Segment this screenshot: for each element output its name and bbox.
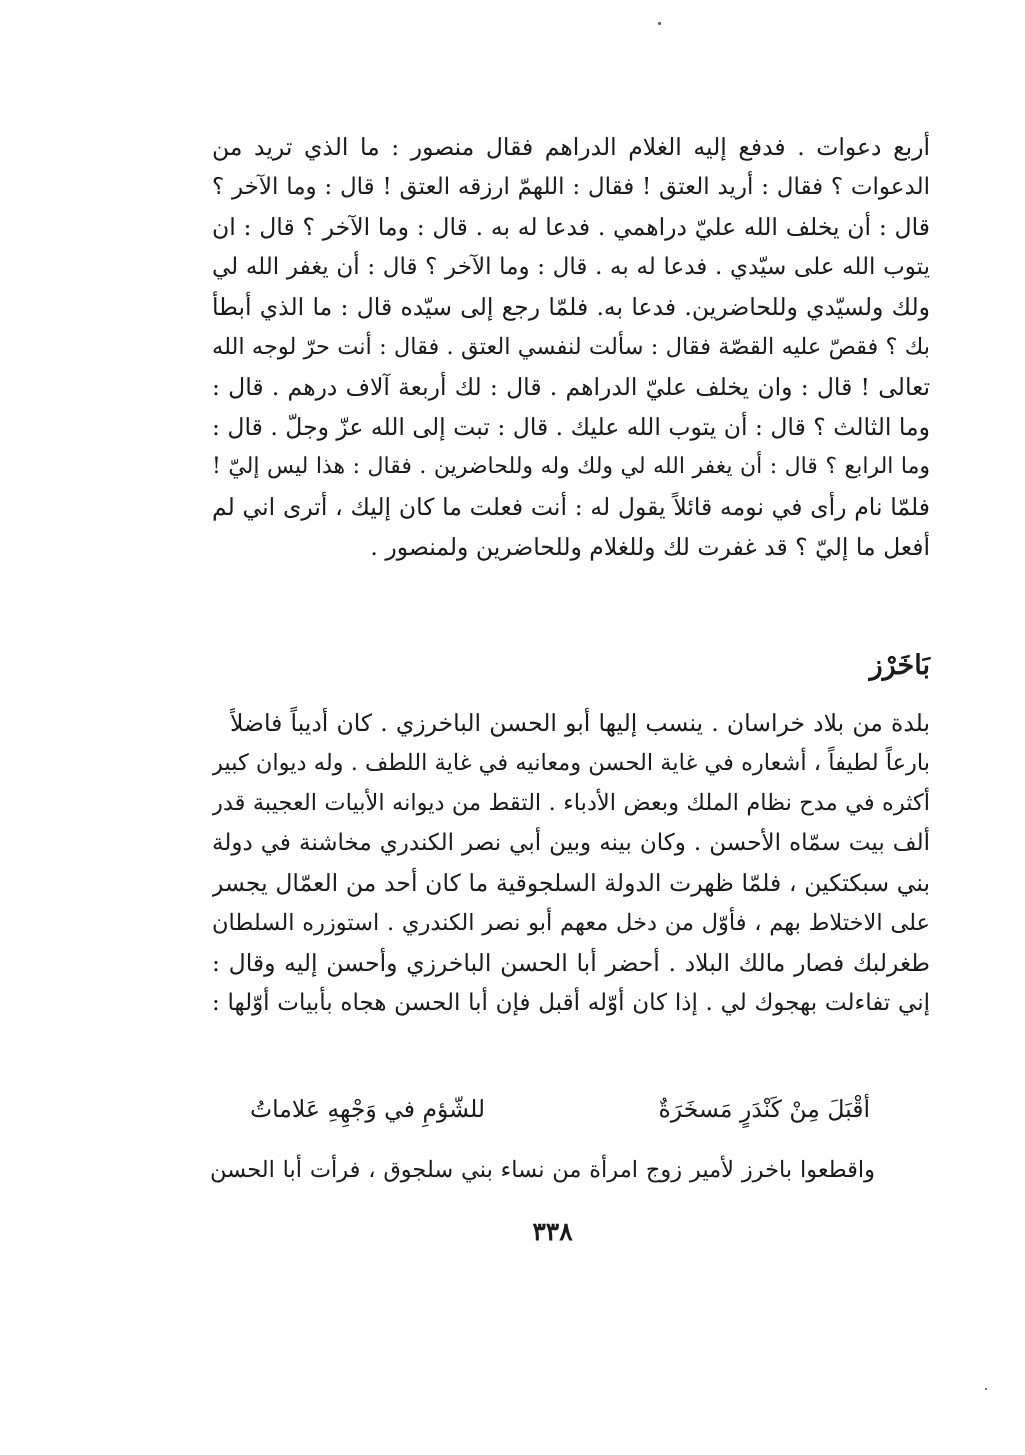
text-line: بلدة من بلاد خراسان . ينسب إليها أبو الحسن الباخرزي . كان أديباً فاضلاً <box>230 709 930 737</box>
text-line: على الاختلاط بهم ، فأوّل من دخل معهم أبو نصر الكندري . استوزره السلطان <box>212 910 930 936</box>
text-line: أفعل ما إليّ ؟ قد غفرت لك وللغلام وللحاضرين ولمنصور . <box>370 533 930 561</box>
text-line: طغرلبك فصار مالك البلاد . أحضر أبا الحسن الباخرزي وأحسن إليه وقال : <box>212 949 930 977</box>
verse-second-hemistich: للشّؤمِ في وَجْهِهِ عَلاماتُ <box>250 1095 486 1123</box>
text-line: الدعوات ؟ فقال : أريد العتق ! فقال : اللهمّ ارزقه العتق ! قال : وما الآخر ؟ <box>212 174 930 200</box>
verse-first-hemistich: أقْبَلَ مِنْ كَنْدَرٍ مَسخَرَةٌ <box>658 1095 870 1123</box>
text-line: أكثره في مدح نظام الملك وبعض الأدباء . التقط من ديوانه الأبيات العجيبة قدر <box>212 790 930 816</box>
text-line: بارعاً لطيفاً ، أشعاره في غاية الحسن ومعانيه في غاية اللطف . وله ديوان كبير <box>212 750 930 776</box>
text-line: بني سبكتكين ، فلمّا ظهرت الدولة السلجوقية ما كان أحد من العمّال يجسر <box>212 869 930 897</box>
page-number: ٣٣٨ <box>532 1217 573 1246</box>
text-line: أربع دعوات . فدفع إليه الغلام الدراهم فقال منصور : ما الذي تريد من <box>212 133 930 161</box>
text-line: قال : أن يخلف الله عليّ دراهمي . فدعا له به . قال : وما الآخر ؟ قال : ان <box>212 213 930 241</box>
text-line: بك ؟ فقصّ عليه القصّة فقال : سألت لنفسي العتق . فقال : أنت حرّ لوجه الله <box>212 334 930 360</box>
text-line: إني تفاءلت بهجوك لي . إذا كان أوّله أقبل فإن أبا الحسن هجاه بأبيات أوّلها : <box>212 990 930 1016</box>
entry-paragraph <box>212 703 930 1043</box>
text-line: فلمّا نام رأى في نومه قائلاً يقول له : أنت فعلت ما كان إليك ، أترى اني لم <box>212 493 930 521</box>
poem-verse <box>250 1088 870 1130</box>
paragraph-continuation <box>212 127 930 587</box>
ink-speck <box>985 1388 987 1390</box>
entry-heading: بَاخَرْز <box>869 650 930 681</box>
ink-speck <box>658 22 661 25</box>
text-line: واقطعوا باخرز لأمير زوج امرأة من نساء بني سلجوق ، فرأت أبا الحسن <box>210 1157 875 1183</box>
text-line: ألف بيت سمّاه الأحسن . وكان بينه وبين أبي نصر الكندري مخاشنة في دولة <box>212 830 930 856</box>
text-line: وما الرابع ؟ قال : أن يغفر الله لي ولك وله وللحاضرين . فقال : هذا ليس إليّ ! <box>212 454 930 479</box>
text-line: يتوب الله على سيّدي . فدعا له به . قال : وما الآخر ؟ قال : أن يغفر الله لي <box>212 254 930 280</box>
text-line: وما الثالث ؟ قال : أن يتوب الله عليك . قال : تبت إلى الله عزّ وجلّ . قال : <box>212 413 930 441</box>
closing-paragraph <box>210 1150 875 1190</box>
text-line: ولك ولسيّدي وللحاضرين. فدعا به. فلمّا رجع إلى سيّده قال : ما الذي أبطأ <box>212 293 930 321</box>
text-line: تعالى ! قال : وان يخلف عليّ الدراهم . قال : لك أربعة آلاف درهم . قال : <box>212 373 930 401</box>
